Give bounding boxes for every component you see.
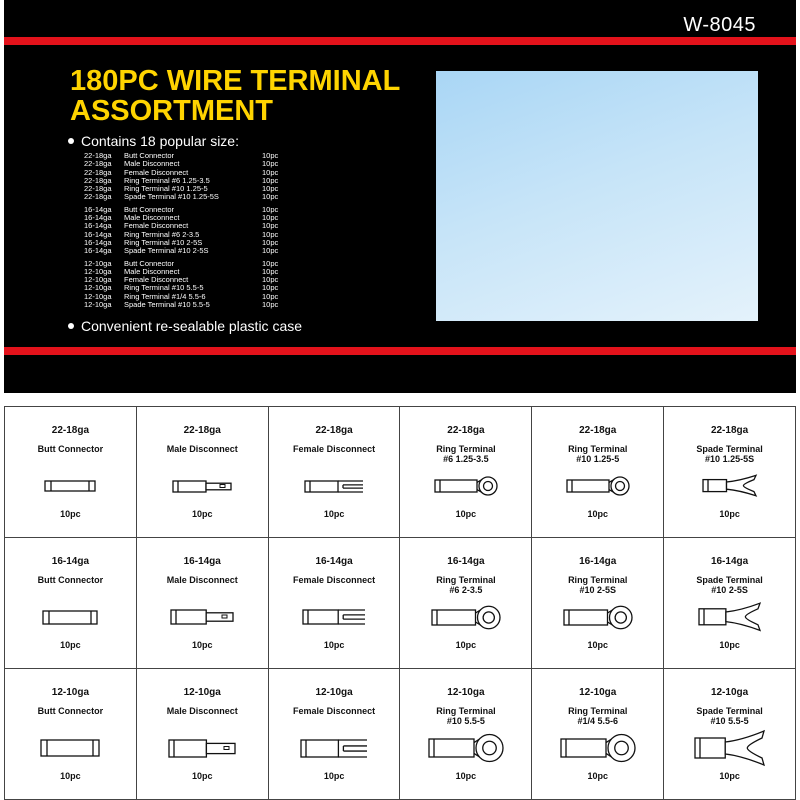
spade-terminal-icon bbox=[664, 602, 795, 632]
contents-row bbox=[84, 193, 278, 201]
terminal-gauge: 16-14ga bbox=[315, 556, 353, 567]
contents-name: Male Disconnect bbox=[124, 213, 180, 223]
butt-connector-icon bbox=[5, 733, 136, 763]
contents-qty: 10pc bbox=[262, 283, 279, 293]
contents-gauge: 12-10ga bbox=[84, 258, 112, 268]
terminal-name: Spade Terminal #10 1.25-5S bbox=[696, 444, 763, 464]
terminal-qty: 10pc bbox=[191, 640, 213, 650]
contents-name: Spade Terminal #10 2-5S bbox=[124, 246, 209, 256]
terminal-cell bbox=[5, 669, 137, 800]
terminal-cell bbox=[400, 669, 532, 800]
terminal-gauge: 16-14ga bbox=[183, 556, 221, 567]
contents-name: Ring Terminal #10 1.25-5 bbox=[124, 184, 208, 194]
contents-gauge: 12-10ga bbox=[84, 275, 112, 285]
male-disconnect-icon bbox=[137, 733, 268, 763]
terminal-gauge: 22-18ga bbox=[710, 425, 749, 436]
contents-gauge: 22-18ga bbox=[84, 159, 112, 169]
terminal-qty: 10pc bbox=[719, 640, 740, 650]
terminal-cell bbox=[269, 407, 401, 538]
contents-name: Male Disconnect bbox=[124, 266, 180, 276]
terminal-qty: 10pc bbox=[323, 509, 345, 519]
terminal-qty: 10pc bbox=[455, 640, 477, 650]
contents-row bbox=[84, 206, 278, 214]
contents-qty: 10pc bbox=[262, 246, 279, 256]
contents-name: Male Disconnect bbox=[124, 159, 180, 169]
terminal-cell bbox=[664, 407, 796, 538]
bullet-dot-icon bbox=[68, 323, 74, 329]
terminal-gauge: 22-18ga bbox=[183, 425, 221, 436]
ring-terminal-icon bbox=[400, 471, 531, 501]
contents-gauge: 16-14ga bbox=[84, 221, 112, 231]
terminal-cell bbox=[664, 669, 796, 800]
terminal-cell bbox=[532, 538, 664, 669]
terminal-grid bbox=[4, 406, 796, 800]
contents-name: Ring Terminal #6 2-3.5 bbox=[124, 229, 200, 239]
terminal-name: Ring Terminal #6 1.25-3.5 bbox=[436, 444, 496, 464]
contents-name: Female Disconnect bbox=[124, 275, 189, 285]
terminal-cell bbox=[664, 538, 796, 669]
contents-gauge: 16-14ga bbox=[84, 237, 112, 247]
terminal-name: Spade Terminal #10 2-5S bbox=[696, 575, 763, 595]
terminal-name: Butt Connector bbox=[37, 706, 104, 716]
contents-gauge: 16-14ga bbox=[84, 213, 112, 223]
contents-gauge: 22-18ga bbox=[84, 192, 112, 202]
terminal-qty: 10pc bbox=[587, 771, 608, 781]
contents-qty: 10pc bbox=[262, 258, 279, 268]
case-bullet-text: Convenient re-sealable plastic case bbox=[81, 318, 303, 334]
terminal-gauge: 12-10ga bbox=[447, 687, 485, 698]
terminal-name: Ring Terminal #10 2-5S bbox=[568, 575, 628, 595]
terminal-gauge: 16-14ga bbox=[51, 556, 90, 567]
bottom-red-stripe bbox=[4, 347, 796, 355]
terminal-qty: 10pc bbox=[60, 640, 81, 650]
female-disconnect-icon bbox=[269, 471, 400, 501]
title-line-1: 180PC WIRE TERMINAL bbox=[70, 65, 401, 97]
terminal-name: Ring Terminal #10 5.5-5 bbox=[436, 706, 496, 726]
terminal-qty: 10pc bbox=[719, 771, 740, 781]
terminal-gauge: 16-14ga bbox=[710, 556, 749, 567]
female-disconnect-icon bbox=[269, 733, 400, 763]
terminal-qty: 10pc bbox=[60, 509, 81, 519]
contents-name: Spade Terminal #10 1.25-5S bbox=[124, 192, 219, 202]
contents-list bbox=[84, 152, 278, 309]
terminal-gauge: 16-14ga bbox=[447, 556, 485, 567]
contents-name: Ring Terminal #1/4 5.5-6 bbox=[124, 291, 206, 301]
terminal-qty: 10pc bbox=[455, 509, 477, 519]
contents-name: Butt Connector bbox=[124, 151, 175, 160]
contents-gauge: 22-18ga bbox=[84, 167, 112, 177]
contents-bullet-text: Contains 18 popular size: bbox=[81, 133, 239, 149]
contents-bullet bbox=[68, 133, 239, 149]
ring-terminal-icon bbox=[400, 602, 531, 632]
terminal-gauge: 12-10ga bbox=[183, 687, 221, 698]
contents-row bbox=[84, 247, 278, 255]
contents-gauge: 12-10ga bbox=[84, 266, 112, 276]
product-photo bbox=[436, 71, 758, 321]
terminal-cell bbox=[137, 538, 269, 669]
contents-qty: 10pc bbox=[262, 184, 279, 194]
terminal-cell bbox=[5, 538, 137, 669]
terminal-name: Ring Terminal #1/4 5.5-6 bbox=[568, 706, 628, 726]
contents-name: Ring Terminal #6 1.25-3.5 bbox=[124, 175, 210, 185]
terminal-gauge: 22-18ga bbox=[447, 425, 485, 436]
contents-qty: 10pc bbox=[262, 159, 279, 169]
terminal-qty: 10pc bbox=[719, 509, 740, 519]
contents-qty: 10pc bbox=[262, 221, 279, 231]
contents-name: Female Disconnect bbox=[124, 221, 189, 231]
contents-gauge: 22-18ga bbox=[84, 175, 112, 185]
terminal-cell bbox=[400, 407, 532, 538]
terminal-cell bbox=[137, 407, 269, 538]
terminal-name: Male Disconnect bbox=[166, 444, 238, 454]
terminal-cell bbox=[269, 669, 401, 800]
contents-qty: 10pc bbox=[262, 291, 279, 301]
contents-qty: 10pc bbox=[262, 266, 279, 276]
terminal-name: Spade Terminal #10 5.5-5 bbox=[696, 706, 763, 726]
contents-name: Ring Terminal #10 5.5-5 bbox=[124, 283, 204, 293]
contents-qty: 10pc bbox=[262, 275, 279, 285]
bullet-dot-icon bbox=[68, 138, 74, 144]
terminal-cell bbox=[532, 669, 664, 800]
ring-terminal-icon bbox=[532, 733, 663, 763]
terminal-gauge: 12-10ga bbox=[579, 687, 617, 698]
terminal-qty: 10pc bbox=[455, 771, 477, 781]
terminal-name: Female Disconnect bbox=[293, 575, 376, 585]
contents-name: Female Disconnect bbox=[124, 167, 189, 177]
terminal-cell bbox=[400, 538, 532, 669]
terminal-cell bbox=[137, 669, 269, 800]
contents-gauge: 16-14ga bbox=[84, 204, 112, 214]
terminal-name: Female Disconnect bbox=[293, 444, 376, 454]
case-bullet bbox=[68, 318, 302, 334]
contents-qty: 10pc bbox=[262, 213, 279, 223]
contents-qty: 10pc bbox=[262, 229, 279, 239]
contents-qty: 10pc bbox=[262, 167, 279, 177]
ring-terminal-icon bbox=[532, 471, 663, 501]
contents-qty: 10pc bbox=[262, 192, 279, 202]
terminal-gauge: 22-18ga bbox=[579, 425, 617, 436]
terminal-gauge: 12-10ga bbox=[710, 687, 749, 698]
terminal-qty: 10pc bbox=[191, 771, 213, 781]
contents-row bbox=[84, 260, 278, 268]
terminal-gauge: 22-18ga bbox=[315, 425, 353, 436]
contents-gauge: 12-10ga bbox=[84, 300, 112, 310]
contents-gauge: 16-14ga bbox=[84, 246, 112, 256]
contents-row bbox=[84, 301, 278, 309]
terminal-gauge: 12-10ga bbox=[51, 687, 90, 698]
model-number: W-8045 bbox=[683, 14, 756, 36]
contents-qty: 10pc bbox=[262, 151, 279, 160]
contents-name: Butt Connector bbox=[124, 258, 175, 268]
terminal-qty: 10pc bbox=[587, 509, 608, 519]
ring-terminal-icon bbox=[400, 733, 531, 763]
contents-qty: 10pc bbox=[262, 300, 279, 310]
top-red-stripe bbox=[4, 37, 796, 45]
product-title bbox=[70, 66, 400, 126]
contents-row bbox=[84, 152, 278, 160]
contents-gauge: 12-10ga bbox=[84, 283, 112, 293]
terminal-cell bbox=[269, 538, 401, 669]
contents-gauge: 22-18ga bbox=[84, 151, 112, 160]
terminal-name: Ring Terminal #10 1.25-5 bbox=[568, 444, 628, 464]
terminal-name: Butt Connector bbox=[37, 444, 104, 454]
butt-connector-icon bbox=[5, 471, 136, 501]
terminal-name: Ring Terminal #6 2-3.5 bbox=[436, 575, 496, 595]
contents-qty: 10pc bbox=[262, 204, 279, 214]
contents-name: Spade Terminal #10 5.5-5 bbox=[124, 300, 210, 310]
terminal-qty: 10pc bbox=[60, 771, 81, 781]
spade-terminal-icon bbox=[664, 471, 795, 501]
terminal-gauge: 16-14ga bbox=[579, 556, 617, 567]
male-disconnect-icon bbox=[137, 602, 268, 632]
terminal-qty: 10pc bbox=[587, 640, 608, 650]
terminal-name: Male Disconnect bbox=[166, 706, 238, 716]
terminal-cell bbox=[532, 407, 664, 538]
terminal-qty: 10pc bbox=[323, 640, 345, 650]
terminal-cell bbox=[5, 407, 137, 538]
contents-gauge: 16-14ga bbox=[84, 229, 112, 239]
contents-qty: 10pc bbox=[262, 237, 279, 247]
contents-name: Ring Terminal #10 2-5S bbox=[124, 237, 203, 247]
terminal-gauge: 12-10ga bbox=[315, 687, 353, 698]
ring-terminal-icon bbox=[532, 602, 663, 632]
male-disconnect-icon bbox=[137, 471, 268, 501]
spade-terminal-icon bbox=[664, 733, 795, 763]
contents-gauge: 12-10ga bbox=[84, 291, 112, 301]
contents-qty: 10pc bbox=[262, 175, 279, 185]
terminal-name: Female Disconnect bbox=[293, 706, 376, 716]
terminal-name: Male Disconnect bbox=[166, 575, 238, 585]
contents-gauge: 22-18ga bbox=[84, 184, 112, 194]
contents-name: Butt Connector bbox=[124, 204, 175, 214]
terminal-qty: 10pc bbox=[191, 509, 213, 519]
terminal-name: Butt Connector bbox=[37, 575, 104, 585]
terminal-gauge: 22-18ga bbox=[51, 425, 90, 436]
female-disconnect-icon bbox=[269, 602, 400, 632]
title-line-2: ASSORTMENT bbox=[70, 95, 273, 127]
terminal-qty: 10pc bbox=[323, 771, 345, 781]
butt-connector-icon bbox=[5, 602, 136, 632]
